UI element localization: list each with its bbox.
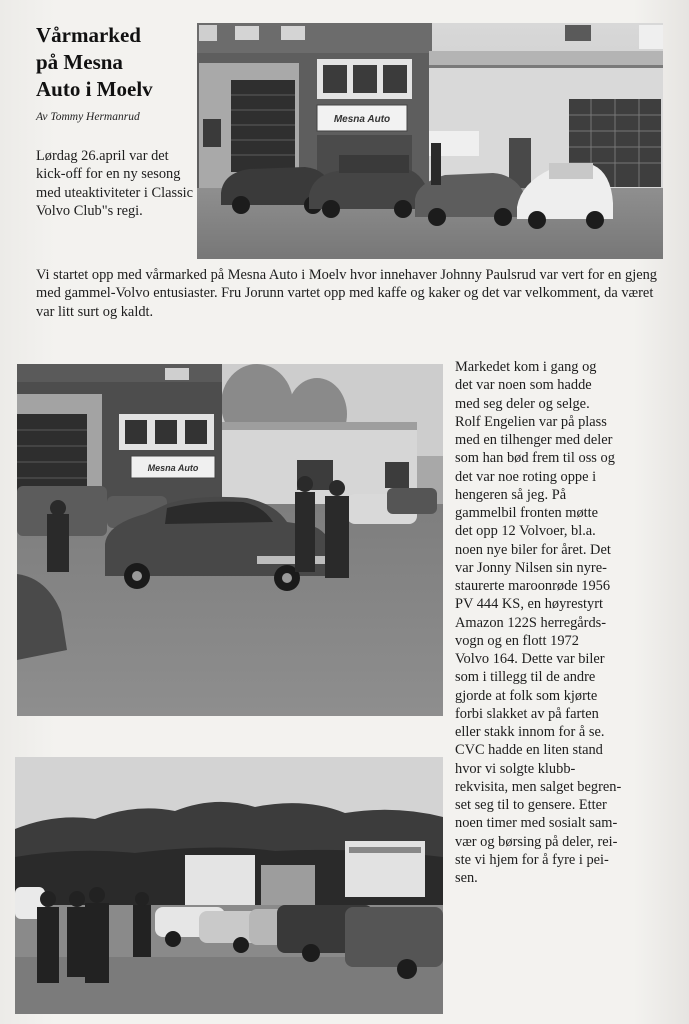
column-line: CVC hadde en liten stand (455, 742, 603, 759)
column-line: PV 444 KS, en høyrestyrt (455, 596, 604, 613)
column-line: med seg deler og selge. (455, 395, 590, 412)
column-line: rekvisita, men salget begren- (455, 778, 622, 795)
column-line: det var noen som hadde (455, 377, 592, 394)
column-line: eller stakk innom for å se. (455, 724, 605, 740)
byline: Av Tommy Hermanrud (36, 111, 140, 123)
column-line: hvor vi solgte klubb- (455, 760, 576, 777)
column-line: som han bød frem til oss og (455, 450, 615, 467)
column-line: noen nye biler for året. Det (455, 541, 611, 558)
column-line: Volvo 164. Dette var biler (455, 651, 605, 667)
column-line: det var noe roting oppe i (455, 468, 597, 485)
column-line: hengeren så jeg. På (455, 486, 567, 503)
column-line: som i tillegg til de andre (455, 669, 596, 686)
column-line: forbi slakket av på farten (455, 705, 599, 722)
title-line-3: Auto i Moelv (36, 77, 153, 101)
article-column (455, 358, 647, 887)
column-line: ste vi hjem for å fyre i pei- (455, 851, 609, 868)
column-line: Rolf Engelien var på plass (455, 413, 607, 430)
photo-amazon-yard (17, 364, 443, 716)
photo-car-lineup (15, 757, 443, 1014)
article-title (36, 22, 196, 103)
intro-paragraph: Lørdag 26.april var det kick-off for en ny sesong med uteaktiviteter i Classic Volvo Club"s regi. (36, 148, 194, 219)
column-line: med en tilhenger med deler (455, 432, 613, 448)
shop-sign-text: Mesna Auto (333, 114, 391, 125)
column-line: gjorde at folk som kjørte (455, 687, 598, 704)
column-line: Amazon 122S herregårds- (455, 614, 607, 631)
column-line: set seg til to gensere. Etter (455, 797, 607, 813)
title-line-2: på Mesna (36, 50, 123, 74)
column-line: sen. (455, 870, 478, 886)
column-line: det opp 12 Volvoer, bl.a. (455, 523, 596, 540)
shop-sign-text-2: Mesna Auto (147, 463, 199, 473)
column-line: noen timer med sosialt sam- (455, 815, 618, 832)
column-line: staurerte maroonrøde 1956 (455, 578, 611, 594)
lead-paragraph: Vi startet opp med vårmarked på Mesna Auto i Moelv hvor innehaver Johnny Paulsrud var vert for en gjeng med gammel-Volvo entusiaster. Fru Jorunn vartet opp med kaffe og kaker og det var velkomment, da været var litt surt og kaldt. (36, 267, 657, 320)
column-line: var Jonny Nilsen sin nyre- (455, 559, 607, 576)
column-line: Markedet kom i gang og (455, 359, 597, 375)
column-line: vær og børsing på deler, rei- (455, 833, 618, 850)
title-line-1: Vårmarked (36, 23, 141, 47)
column-line: vogn og en flott 1972 (455, 632, 579, 649)
column-line: gammelbil fronten møtte (455, 505, 599, 521)
photo-shop-front (197, 23, 663, 259)
